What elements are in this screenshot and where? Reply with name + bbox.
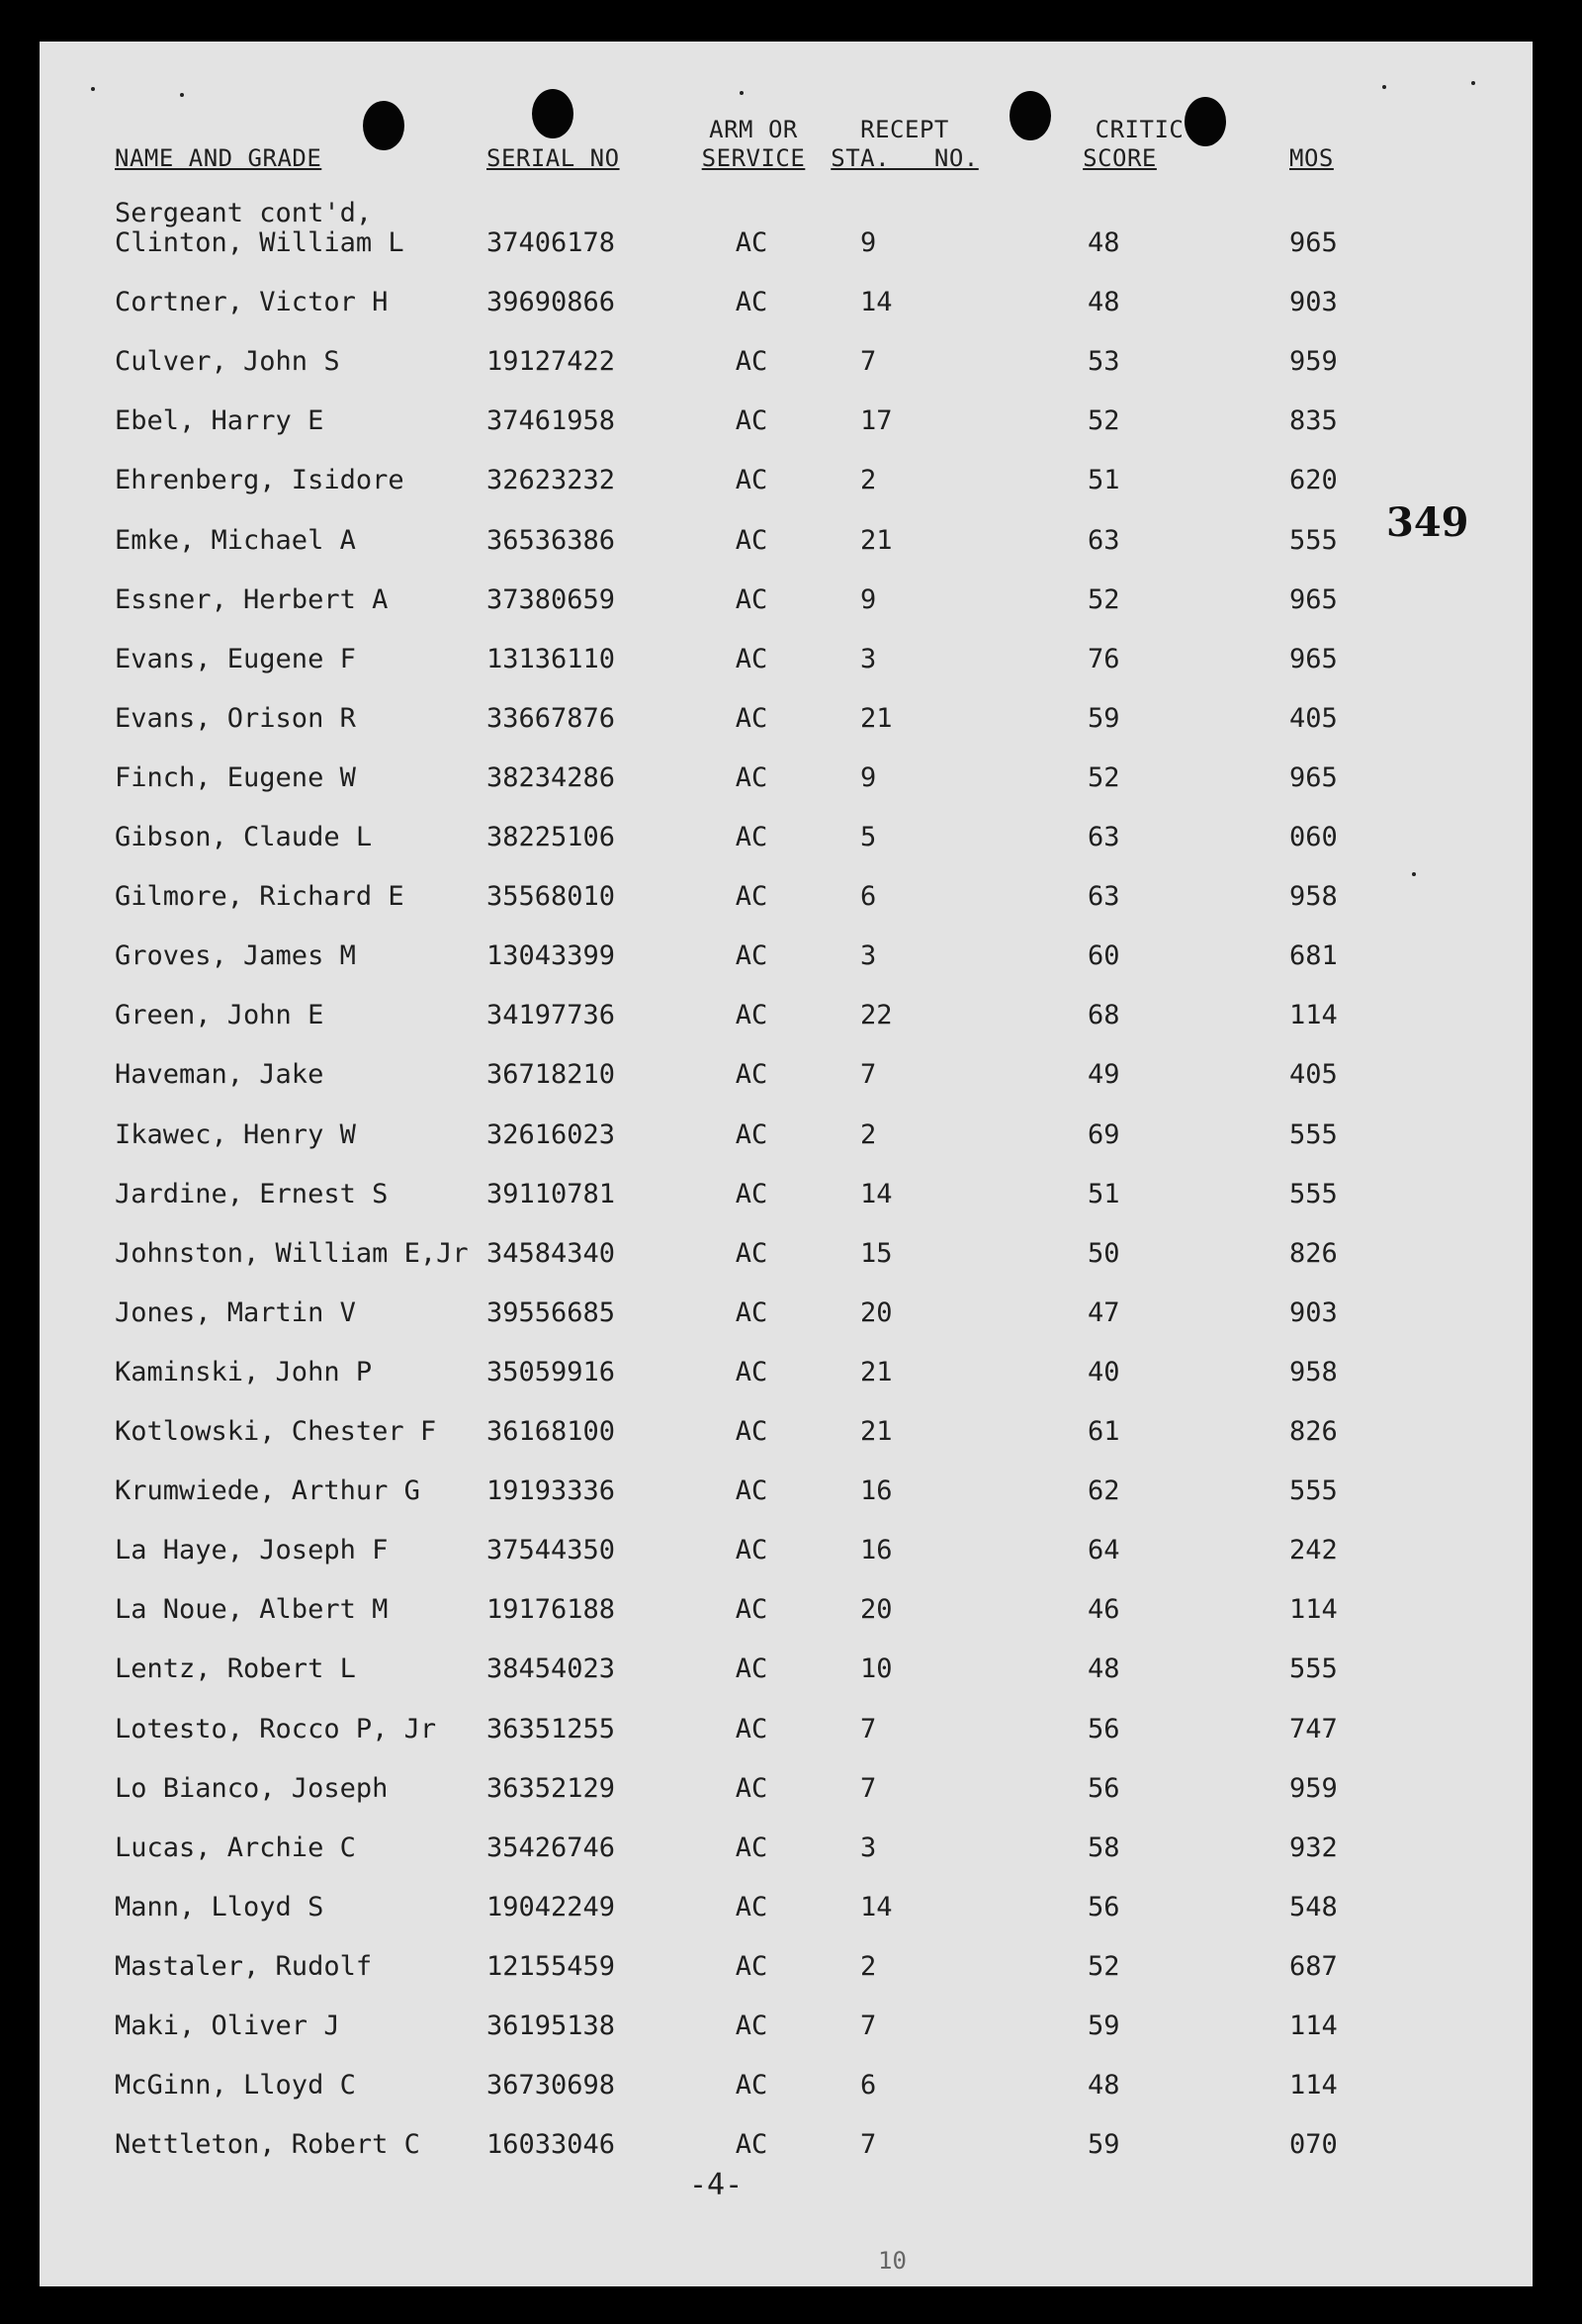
cell-recept-station: 17: [860, 405, 893, 437]
cell-serial-number: 32623232: [486, 465, 616, 496]
cell-critical-score: 51: [1088, 465, 1120, 496]
cell-name: Lucas, Archie C: [115, 1832, 356, 1863]
speck-mark: [180, 93, 184, 97]
cell-mos: 114: [1289, 1000, 1338, 1031]
cell-arm-service: AC: [735, 1296, 768, 1328]
cell-critical-score: 40: [1088, 1356, 1120, 1387]
cell-recept-station: 21: [860, 1356, 893, 1387]
cell-recept-station: 9: [860, 583, 877, 615]
cell-recept-station: 5: [860, 822, 877, 852]
cell-critical-score: 59: [1088, 2129, 1120, 2161]
cell-name: Emke, Michael A: [115, 524, 356, 556]
header-recept-sta: RECEPT STA. NO.: [831, 116, 979, 172]
cell-critical-score: 64: [1088, 1535, 1120, 1566]
cell-name: Gilmore, Richard E: [115, 881, 404, 913]
cell-serial-number: 19042249: [486, 1891, 616, 1922]
cell-recept-station: 7: [860, 2129, 877, 2161]
punch-hole: [532, 89, 573, 138]
table-row: [40, 1773, 1424, 1813]
cell-arm-service: AC: [735, 346, 768, 378]
cell-critical-score: 56: [1088, 1713, 1120, 1744]
cell-arm-service: AC: [735, 1832, 768, 1863]
cell-mos: 958: [1289, 881, 1338, 913]
table-row: [40, 881, 1424, 921]
cell-serial-number: 36352129: [486, 1772, 616, 1804]
cell-arm-service: AC: [735, 2070, 768, 2101]
table-row: [40, 1357, 1424, 1396]
cell-mos: 965: [1289, 583, 1338, 615]
cell-critical-score: 69: [1088, 1118, 1120, 1150]
cell-arm-service: AC: [735, 2011, 768, 2041]
cell-arm-service: AC: [735, 1535, 768, 1566]
cell-arm-service: AC: [735, 1356, 768, 1387]
cell-name: Nettleton, Robert C: [115, 2129, 420, 2161]
cell-mos: 555: [1289, 1475, 1338, 1507]
cell-critical-score: 61: [1088, 1416, 1120, 1447]
cell-critical-score: 59: [1088, 702, 1120, 734]
cell-arm-service: AC: [735, 405, 768, 437]
cell-critical-score: 63: [1088, 822, 1120, 852]
cell-recept-station: 21: [860, 1416, 893, 1447]
cell-arm-service: AC: [735, 1416, 768, 1447]
cell-recept-station: 3: [860, 643, 877, 674]
cell-critical-score: 47: [1088, 1296, 1120, 1328]
cell-serial-number: 16033046: [486, 2129, 616, 2161]
cell-recept-station: 14: [860, 1891, 893, 1922]
cell-recept-station: 14: [860, 1178, 893, 1209]
cell-serial-number: 38225106: [486, 822, 616, 852]
cell-name: Essner, Herbert A: [115, 583, 389, 615]
cell-arm-service: AC: [735, 465, 768, 496]
cell-serial-number: 32616023: [486, 1118, 616, 1150]
cell-name: Lotesto, Rocco P, Jr: [115, 1713, 437, 1744]
cell-serial-number: 19176188: [486, 1594, 616, 1626]
cell-recept-station: 10: [860, 1654, 893, 1685]
cell-arm-service: AC: [735, 524, 768, 556]
table-row: [40, 1000, 1424, 1039]
cell-name: Groves, James M: [115, 940, 356, 972]
cell-arm-service: AC: [735, 940, 768, 972]
cell-mos: 060: [1289, 822, 1338, 852]
cell-critical-score: 51: [1088, 1178, 1120, 1209]
header-critical-score: CRITIC SCORE: [1083, 116, 1185, 172]
cell-mos: 405: [1289, 1059, 1338, 1091]
table-row: [40, 1475, 1424, 1515]
table-row: [40, 584, 1424, 624]
cell-recept-station: 7: [860, 346, 877, 378]
cell-name: Jones, Martin V: [115, 1296, 356, 1328]
cell-name: Cortner, Victor H: [115, 287, 389, 318]
table-row: [40, 940, 1424, 980]
cell-arm-service: AC: [735, 702, 768, 734]
cell-arm-service: AC: [735, 1713, 768, 1744]
cell-mos: 620: [1289, 465, 1338, 496]
cell-serial-number: 33667876: [486, 702, 616, 734]
cell-recept-station: 7: [860, 2011, 877, 2041]
cell-name: Clinton, William L: [115, 227, 404, 258]
table-row: [40, 227, 1424, 267]
header-mos: MOS: [1289, 144, 1334, 172]
cell-serial-number: 19193336: [486, 1475, 616, 1507]
cell-critical-score: 63: [1088, 524, 1120, 556]
cell-critical-score: 63: [1088, 881, 1120, 913]
cell-serial-number: 39690866: [486, 287, 616, 318]
cell-mos: 932: [1289, 1832, 1338, 1863]
cell-mos: 903: [1289, 287, 1338, 318]
cell-recept-station: 20: [860, 1594, 893, 1626]
cell-mos: 965: [1289, 643, 1338, 674]
document-page: [40, 42, 1533, 2286]
cell-recept-station: 21: [860, 702, 893, 734]
cell-mos: 965: [1289, 227, 1338, 258]
header-serial: SERIAL NO: [486, 144, 620, 172]
cell-arm-service: AC: [735, 881, 768, 913]
cell-name: Culver, John S: [115, 346, 340, 378]
cell-recept-station: 20: [860, 1296, 893, 1328]
cell-arm-service: AC: [735, 1891, 768, 1922]
cell-serial-number: 36195138: [486, 2011, 616, 2041]
cell-mos: 903: [1289, 1296, 1338, 1328]
cell-mos: 555: [1289, 524, 1338, 556]
cell-serial-number: 36351255: [486, 1713, 616, 1744]
cell-mos: 070: [1289, 2129, 1338, 2161]
cell-critical-score: 76: [1088, 643, 1120, 674]
cell-mos: 242: [1289, 1535, 1338, 1566]
table-row: [40, 1535, 1424, 1574]
footer-mark: 10: [878, 2247, 907, 2275]
cell-name: Johnston, William E,Jr: [115, 1237, 469, 1269]
cell-mos: 835: [1289, 405, 1338, 437]
table-row: [40, 1059, 1424, 1099]
cell-mos: 681: [1289, 940, 1338, 972]
table-row: [40, 465, 1424, 504]
cell-recept-station: 2: [860, 1950, 877, 1982]
cell-recept-station: 16: [860, 1475, 893, 1507]
table-row: [40, 1892, 1424, 1931]
punch-hole: [363, 101, 404, 150]
table-row: [40, 1297, 1424, 1337]
cell-name: Haveman, Jake: [115, 1059, 324, 1091]
cell-mos: 555: [1289, 1118, 1338, 1150]
table-row: [40, 703, 1424, 743]
table-row: [40, 346, 1424, 386]
section-note: Sergeant cont'd,: [115, 198, 373, 228]
cell-recept-station: 6: [860, 2070, 877, 2101]
cell-critical-score: 52: [1088, 583, 1120, 615]
cell-arm-service: AC: [735, 1950, 768, 1982]
cell-critical-score: 50: [1088, 1237, 1120, 1269]
cell-serial-number: 13043399: [486, 940, 616, 972]
cell-serial-number: 34584340: [486, 1237, 616, 1269]
cell-mos: 965: [1289, 761, 1338, 793]
table-row: [40, 762, 1424, 802]
header-arm-service: ARM OR SERVICE: [701, 116, 806, 172]
cell-recept-station: 2: [860, 1118, 877, 1150]
cell-name: Ikawec, Henry W: [115, 1118, 356, 1150]
cell-serial-number: 37544350: [486, 1535, 616, 1566]
table-row: [40, 1714, 1424, 1753]
table-row: [40, 1951, 1424, 1991]
cell-mos: 959: [1289, 1772, 1338, 1804]
cell-mos: 747: [1289, 1713, 1338, 1744]
stamp-number: 349: [1386, 499, 1469, 546]
table-row: [40, 1832, 1424, 1872]
cell-arm-service: AC: [735, 1118, 768, 1150]
cell-arm-service: AC: [735, 1475, 768, 1507]
speck-mark: [1382, 85, 1386, 89]
cell-recept-station: 14: [860, 287, 893, 318]
page-number: -4-: [689, 2168, 744, 2202]
cell-name: Ehrenberg, Isidore: [115, 465, 404, 496]
cell-mos: 114: [1289, 1594, 1338, 1626]
cell-arm-service: AC: [735, 287, 768, 318]
cell-critical-score: 52: [1088, 761, 1120, 793]
cell-recept-station: 22: [860, 1000, 893, 1031]
cell-serial-number: 34197736: [486, 1000, 616, 1031]
speck-mark: [740, 91, 744, 95]
cell-recept-station: 7: [860, 1772, 877, 1804]
cell-recept-station: 7: [860, 1059, 877, 1091]
cell-mos: 826: [1289, 1416, 1338, 1447]
cell-arm-service: AC: [735, 227, 768, 258]
cell-serial-number: 36168100: [486, 1416, 616, 1447]
cell-arm-service: AC: [735, 1178, 768, 1209]
cell-name: Evans, Orison R: [115, 702, 356, 734]
cell-name: La Noue, Albert M: [115, 1594, 389, 1626]
cell-critical-score: 56: [1088, 1891, 1120, 1922]
cell-recept-station: 16: [860, 1535, 893, 1566]
cell-mos: 958: [1289, 1356, 1338, 1387]
cell-mos: 114: [1289, 2011, 1338, 2041]
cell-arm-service: AC: [735, 1654, 768, 1685]
cell-name: McGinn, Lloyd C: [115, 2070, 356, 2101]
cell-mos: 548: [1289, 1891, 1338, 1922]
cell-mos: 114: [1289, 2070, 1338, 2101]
cell-name: Mann, Lloyd S: [115, 1891, 324, 1922]
cell-name: Kotlowski, Chester F: [115, 1416, 437, 1447]
cell-name: Green, John E: [115, 1000, 324, 1031]
cell-recept-station: 9: [860, 227, 877, 258]
table-row: [40, 2070, 1424, 2109]
cell-name: Lo Bianco, Joseph: [115, 1772, 389, 1804]
cell-serial-number: 36536386: [486, 524, 616, 556]
table-row: [40, 2011, 1424, 2050]
cell-arm-service: AC: [735, 1594, 768, 1626]
cell-serial-number: 36730698: [486, 2070, 616, 2101]
cell-critical-score: 48: [1088, 1654, 1120, 1685]
cell-name: Lentz, Robert L: [115, 1654, 356, 1685]
cell-recept-station: 15: [860, 1237, 893, 1269]
cell-arm-service: AC: [735, 2129, 768, 2161]
cell-name: Ebel, Harry E: [115, 405, 324, 437]
cell-serial-number: 35568010: [486, 881, 616, 913]
cell-name: Jardine, Ernest S: [115, 1178, 389, 1209]
table-row: [40, 525, 1424, 565]
table-row: [40, 822, 1424, 861]
cell-mos: 826: [1289, 1237, 1338, 1269]
cell-critical-score: 53: [1088, 346, 1120, 378]
cell-critical-score: 52: [1088, 405, 1120, 437]
cell-name: Kaminski, John P: [115, 1356, 373, 1387]
cell-critical-score: 58: [1088, 1832, 1120, 1863]
cell-critical-score: 48: [1088, 2070, 1120, 2101]
cell-critical-score: 48: [1088, 287, 1120, 318]
cell-recept-station: 3: [860, 1832, 877, 1863]
cell-critical-score: 56: [1088, 1772, 1120, 1804]
cell-serial-number: 35426746: [486, 1832, 616, 1863]
cell-serial-number: 35059916: [486, 1356, 616, 1387]
table-row: [40, 1238, 1424, 1278]
table-row: [40, 1179, 1424, 1218]
header-name-grade: NAME AND GRADE: [115, 144, 322, 172]
cell-name: La Haye, Joseph F: [115, 1535, 389, 1566]
cell-serial-number: 12155459: [486, 1950, 616, 1982]
cell-critical-score: 46: [1088, 1594, 1120, 1626]
cell-name: Mastaler, Rudolf: [115, 1950, 373, 1982]
table-row: [40, 644, 1424, 683]
cell-recept-station: 2: [860, 465, 877, 496]
cell-critical-score: 60: [1088, 940, 1120, 972]
cell-name: Gibson, Claude L: [115, 822, 373, 852]
cell-mos: 555: [1289, 1654, 1338, 1685]
cell-serial-number: 13136110: [486, 643, 616, 674]
cell-mos: 555: [1289, 1178, 1338, 1209]
cell-arm-service: AC: [735, 1000, 768, 1031]
cell-critical-score: 68: [1088, 1000, 1120, 1031]
cell-critical-score: 59: [1088, 2011, 1120, 2041]
table-row: [40, 405, 1424, 445]
cell-serial-number: 37406178: [486, 227, 616, 258]
cell-arm-service: AC: [735, 822, 768, 852]
table-row: [40, 1594, 1424, 1634]
cell-serial-number: 19127422: [486, 346, 616, 378]
cell-name: Finch, Eugene W: [115, 761, 356, 793]
cell-recept-station: 7: [860, 1713, 877, 1744]
cell-recept-station: 3: [860, 940, 877, 972]
speck-mark: [1471, 81, 1475, 85]
table-row: [40, 1654, 1424, 1693]
cell-serial-number: 38234286: [486, 761, 616, 793]
cell-arm-service: AC: [735, 1059, 768, 1091]
cell-serial-number: 38454023: [486, 1654, 616, 1685]
cell-name: Maki, Oliver J: [115, 2011, 340, 2041]
cell-serial-number: 39110781: [486, 1178, 616, 1209]
table-row: [40, 287, 1424, 326]
cell-mos: 959: [1289, 346, 1338, 378]
cell-name: Evans, Eugene F: [115, 643, 356, 674]
cell-critical-score: 49: [1088, 1059, 1120, 1091]
cell-mos: 405: [1289, 702, 1338, 734]
cell-arm-service: AC: [735, 583, 768, 615]
cell-arm-service: AC: [735, 1772, 768, 1804]
cell-mos: 687: [1289, 1950, 1338, 1982]
table-row: [40, 1416, 1424, 1456]
cell-recept-station: 21: [860, 524, 893, 556]
cell-critical-score: 52: [1088, 1950, 1120, 1982]
cell-critical-score: 62: [1088, 1475, 1120, 1507]
cell-name: Krumwiede, Arthur G: [115, 1475, 420, 1507]
speck-mark: [91, 87, 95, 91]
cell-arm-service: AC: [735, 761, 768, 793]
table-row: [40, 1119, 1424, 1159]
speck-mark: [1412, 872, 1416, 876]
cell-arm-service: AC: [735, 1237, 768, 1269]
cell-serial-number: 36718210: [486, 1059, 616, 1091]
cell-critical-score: 48: [1088, 227, 1120, 258]
cell-serial-number: 37461958: [486, 405, 616, 437]
cell-recept-station: 9: [860, 761, 877, 793]
table-row: [40, 2129, 1424, 2169]
cell-serial-number: 37380659: [486, 583, 616, 615]
cell-recept-station: 6: [860, 881, 877, 913]
cell-arm-service: AC: [735, 643, 768, 674]
cell-serial-number: 39556685: [486, 1296, 616, 1328]
